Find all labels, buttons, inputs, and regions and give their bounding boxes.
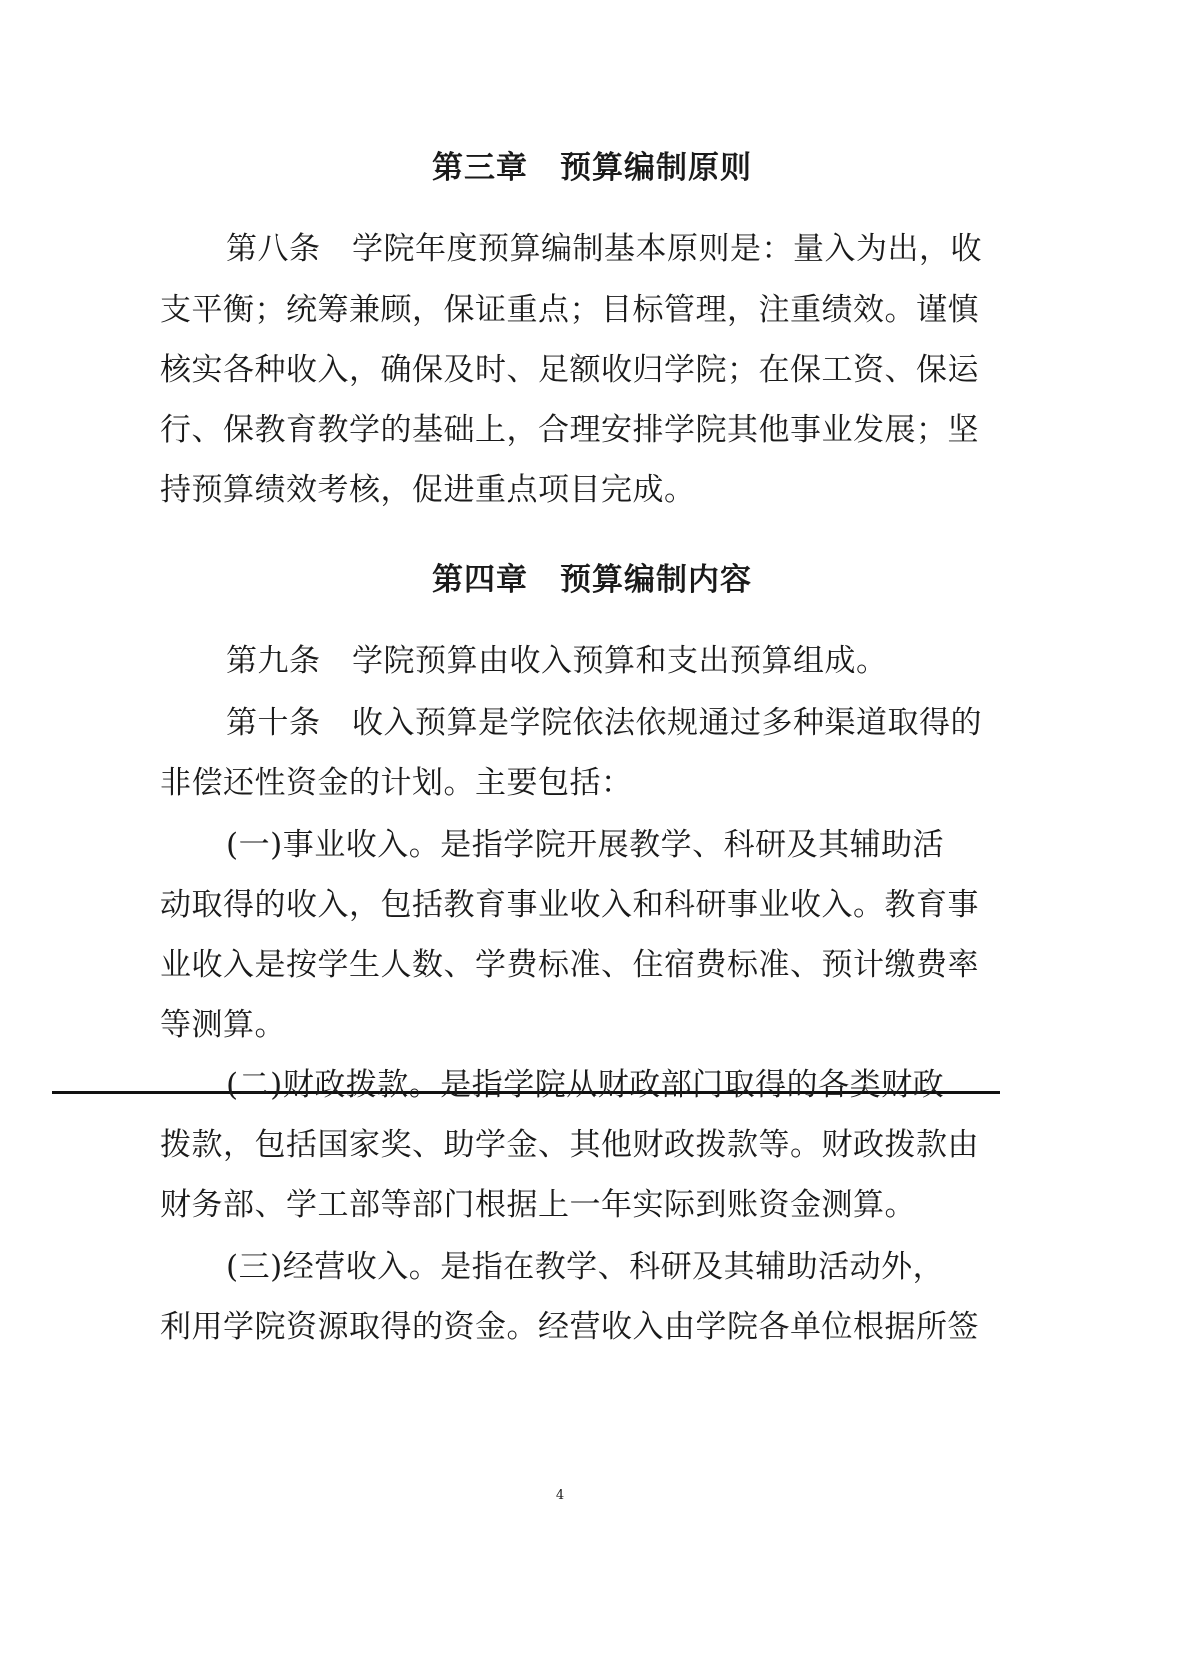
item-2-line-1: (二)财政拨款。是指学院从财政部门取得的各类财政 bbox=[226, 1067, 945, 1103]
item-1-line-4: 等测算。 bbox=[160, 1007, 286, 1043]
article-8-line-3: 核实各种收入，确保及时、足额收归学院；在保工资、保运 bbox=[160, 352, 979, 388]
item-1-line-1: (一)事业收入。是指学院开展教学、科研及其辅助活 bbox=[226, 827, 945, 863]
item-3-line-1: (三)经营收入。是指在教学、科研及其辅助活动外， bbox=[226, 1249, 945, 1285]
item-2-line-3: 财务部、学工部等部门根据上一年实际到账资金测算。 bbox=[160, 1187, 916, 1223]
item-1-line-2: 动取得的收入，包括教育事业收入和科研事业收入。教育事 bbox=[160, 887, 979, 923]
item-2-line-2: 拨款，包括国家奖、助学金、其他财政拨款等。财政拨款由 bbox=[160, 1127, 979, 1163]
chapter-4-heading: 第四章 预算编制内容 bbox=[432, 562, 752, 598]
article-8-line-2: 支平衡；统筹兼顾，保证重点；目标管理，注重绩效。谨慎 bbox=[160, 292, 979, 328]
item-1-line-3: 业收入是按学生人数、学费标准、住宿费标准、预计缴费率 bbox=[160, 947, 979, 983]
chapter-3-heading: 第三章 预算编制原则 bbox=[432, 150, 752, 186]
article-8-line-5: 持预算绩效考核，促进重点项目完成。 bbox=[160, 472, 696, 508]
article-9-line-1: 第九条 学院预算由收入预算和支出预算组成。 bbox=[226, 643, 888, 679]
article-8-line-4: 行、保教育教学的基础上，合理安排学院其他事业发展；坚 bbox=[160, 412, 979, 448]
item-3-line-2: 利用学院资源取得的资金。经营收入由学院各单位根据所签 bbox=[160, 1309, 979, 1345]
article-10-line-2: 非偿还性资金的计划。主要包括： bbox=[160, 765, 633, 801]
article-10-line-1: 第十条 收入预算是学院依法依规通过多种渠道取得的 bbox=[226, 705, 982, 741]
page-number: 4 bbox=[555, 1488, 565, 1503]
article-8-line-1: 第八条 学院年度预算编制基本原则是：量入为出，收 bbox=[226, 231, 982, 267]
